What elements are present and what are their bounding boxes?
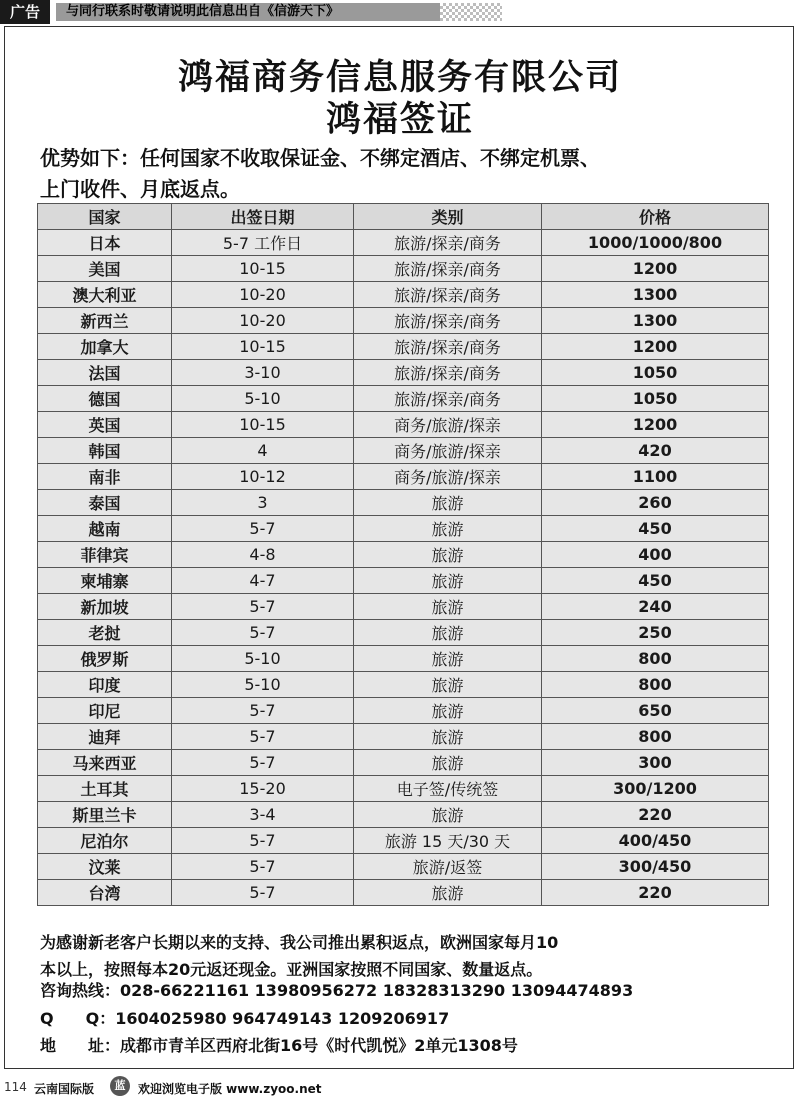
table-row: [38, 724, 769, 750]
cell-price: 420: [542, 438, 769, 464]
advantages-line-2: 上门收件、月底返点。: [40, 177, 240, 201]
cell-price: 1200: [542, 334, 769, 360]
promo-line-1: 为感谢新老客户长期以来的支持、我公司推出累积返点，欧洲国家每月10: [40, 933, 559, 952]
cell-category: 旅游/探亲/商务: [354, 308, 542, 334]
cell-country: 迪拜: [38, 724, 172, 750]
table-row: [38, 620, 769, 646]
cell-category: 旅游: [354, 568, 542, 594]
cell-price: 1200: [542, 412, 769, 438]
page-number: 114: [4, 1080, 27, 1094]
cell-price: 400: [542, 542, 769, 568]
cell-category: 旅游: [354, 542, 542, 568]
cell-country: 印尼: [38, 698, 172, 724]
cell-country: 尼泊尔: [38, 828, 172, 854]
visa-price-table: [37, 203, 769, 906]
cell-price: 1300: [542, 282, 769, 308]
cell-processing-days: 5-7: [172, 724, 354, 750]
table-row: [38, 802, 769, 828]
cell-category: 旅游: [354, 724, 542, 750]
table-row: [38, 646, 769, 672]
cell-price: 1050: [542, 360, 769, 386]
table-row: [38, 230, 769, 256]
welcome-text: 欢迎浏览电子版 www.zyoo.net: [138, 1082, 322, 1096]
cell-price: 800: [542, 724, 769, 750]
cell-price: 250: [542, 620, 769, 646]
company-name: 鸿福商务信息服务有限公司: [177, 58, 622, 98]
cell-price: 1300: [542, 308, 769, 334]
cell-processing-days: 10-12: [172, 464, 354, 490]
qq-numbers: Q Q：1604025980 964749143 1209206917: [40, 1009, 450, 1028]
table-row: [38, 516, 769, 542]
cell-country: 南非: [38, 464, 172, 490]
table-row: [38, 334, 769, 360]
table-row: [38, 594, 769, 620]
cell-price: 300/1200: [542, 776, 769, 802]
cell-processing-days: 5-10: [172, 646, 354, 672]
advantages-line-1: 优势如下：任何国家不收取保证金、不绑定酒店、不绑定机票、: [40, 146, 600, 170]
cell-country: 加拿大: [38, 334, 172, 360]
notice-strip: 与同行联系时敬请说明此信息出自《信游天下》: [56, 3, 440, 21]
cell-price: 300/450: [542, 854, 769, 880]
cell-price: 1200: [542, 256, 769, 282]
table-row: [38, 282, 769, 308]
table-row: [38, 308, 769, 334]
cell-price: 220: [542, 880, 769, 906]
cell-price: 800: [542, 672, 769, 698]
cell-processing-days: 10-15: [172, 412, 354, 438]
table-row: [38, 542, 769, 568]
cell-processing-days: 15-20: [172, 776, 354, 802]
brand-title: 鸿福签证: [325, 100, 474, 140]
cell-category: 旅游: [354, 750, 542, 776]
cell-processing-days: 4-7: [172, 568, 354, 594]
cell-processing-days: 10-20: [172, 282, 354, 308]
cell-processing-days: 4: [172, 438, 354, 464]
table-row: [38, 490, 769, 516]
cell-price: 1000/1000/800: [542, 230, 769, 256]
header-category: 类别: [354, 204, 542, 230]
cell-category: 旅游: [354, 490, 542, 516]
table-row: [38, 464, 769, 490]
cell-processing-days: 3-10: [172, 360, 354, 386]
cell-price: 400/450: [542, 828, 769, 854]
table-row: [38, 438, 769, 464]
cell-country: 韩国: [38, 438, 172, 464]
cell-country: 斯里兰卡: [38, 802, 172, 828]
address: 地 址：成都市青羊区西府北街16号《时代凯悦》2单元1308号: [40, 1036, 518, 1055]
ad-label: 广告: [0, 0, 50, 24]
cell-country: 菲律宾: [38, 542, 172, 568]
table-row: [38, 412, 769, 438]
promo-line-2: 本以上，按照每本20元返还现金。亚洲国家按照不同国家、数量返点。: [40, 960, 543, 979]
cell-category: 旅游/探亲/商务: [354, 386, 542, 412]
table-row: [38, 672, 769, 698]
cell-country: 马来西亚: [38, 750, 172, 776]
cell-processing-days: 5-7: [172, 854, 354, 880]
cell-price: 220: [542, 802, 769, 828]
cell-price: 1100: [542, 464, 769, 490]
cell-processing-days: 5-10: [172, 386, 354, 412]
cell-processing-days: 10-20: [172, 308, 354, 334]
cell-category: 商务/旅游/探亲: [354, 438, 542, 464]
cell-price: 450: [542, 516, 769, 542]
decorative-checker-pattern: [440, 3, 502, 21]
cell-price: 450: [542, 568, 769, 594]
cell-price: 240: [542, 594, 769, 620]
cell-processing-days: 10-15: [172, 256, 354, 282]
cell-processing-days: 3: [172, 490, 354, 516]
table-row: [38, 568, 769, 594]
cell-category: 旅游: [354, 802, 542, 828]
header-price: 价格: [542, 204, 769, 230]
cell-processing-days: 5-10: [172, 672, 354, 698]
cell-category: 旅游/探亲/商务: [354, 334, 542, 360]
cell-country: 新加坡: [38, 594, 172, 620]
cell-price: 260: [542, 490, 769, 516]
table-row: [38, 360, 769, 386]
cell-country: 台湾: [38, 880, 172, 906]
cell-category: 旅游/返签: [354, 854, 542, 880]
cell-country: 柬埔寨: [38, 568, 172, 594]
cell-category: 电子签/传统签: [354, 776, 542, 802]
cell-category: 旅游: [354, 646, 542, 672]
cell-country: 泰国: [38, 490, 172, 516]
cell-country: 美国: [38, 256, 172, 282]
table-row: [38, 698, 769, 724]
header-country: 国家: [38, 204, 172, 230]
cell-price: 1050: [542, 386, 769, 412]
cell-processing-days: 5-7: [172, 880, 354, 906]
cell-category: 旅游/探亲/商务: [354, 256, 542, 282]
cell-country: 澳大利亚: [38, 282, 172, 308]
table-row: [38, 386, 769, 412]
cell-processing-days: 5-7: [172, 750, 354, 776]
table-body: [38, 230, 769, 906]
table-row: [38, 828, 769, 854]
cell-processing-days: 5-7: [172, 698, 354, 724]
edition-label: 云南国际版: [34, 1082, 95, 1096]
cell-category: 旅游: [354, 620, 542, 646]
cell-processing-days: 3-4: [172, 802, 354, 828]
cell-processing-days: 10-15: [172, 334, 354, 360]
cell-processing-days: 5-7: [172, 620, 354, 646]
cell-country: 印度: [38, 672, 172, 698]
cell-country: 英国: [38, 412, 172, 438]
cell-country: 老挝: [38, 620, 172, 646]
cell-processing-days: 5-7: [172, 516, 354, 542]
cell-price: 650: [542, 698, 769, 724]
cell-processing-days: 5-7: [172, 594, 354, 620]
table-header-row: [38, 204, 769, 230]
cell-category: 旅游/探亲/商务: [354, 230, 542, 256]
cell-country: 越南: [38, 516, 172, 542]
cell-country: 德国: [38, 386, 172, 412]
cell-category: 旅游/探亲/商务: [354, 282, 542, 308]
header-processing-days: 出签日期: [172, 204, 354, 230]
cell-category: 旅游: [354, 880, 542, 906]
cell-country: 日本: [38, 230, 172, 256]
cell-category: 旅游: [354, 672, 542, 698]
cell-processing-days: 5-7: [172, 828, 354, 854]
table-row: [38, 776, 769, 802]
table-row: [38, 854, 769, 880]
table-row: [38, 256, 769, 282]
cell-category: 商务/旅游/探亲: [354, 412, 542, 438]
cell-country: 汶莱: [38, 854, 172, 880]
cell-price: 300: [542, 750, 769, 776]
bottom-bar: [0, 1076, 800, 1098]
cell-category: 旅游/探亲/商务: [354, 360, 542, 386]
cell-processing-days: 5-7 工作日: [172, 230, 354, 256]
cell-processing-days: 4-8: [172, 542, 354, 568]
cell-category: 旅游: [354, 594, 542, 620]
cell-country: 新西兰: [38, 308, 172, 334]
top-banner: [0, 0, 800, 24]
cell-country: 土耳其: [38, 776, 172, 802]
cell-category: 商务/旅游/探亲: [354, 464, 542, 490]
cell-country: 法国: [38, 360, 172, 386]
cell-category: 旅游: [354, 698, 542, 724]
cell-category: 旅游 15 天/30 天: [354, 828, 542, 854]
cell-country: 俄罗斯: [38, 646, 172, 672]
cell-category: 旅游: [354, 516, 542, 542]
table-row: [38, 880, 769, 906]
hotline: 咨询热线：028-66221161 13980956272 18328313290 13094474893: [40, 981, 634, 1000]
table-row: [38, 750, 769, 776]
cell-price: 800: [542, 646, 769, 672]
edition-badge-icon: 蓝: [110, 1076, 130, 1096]
